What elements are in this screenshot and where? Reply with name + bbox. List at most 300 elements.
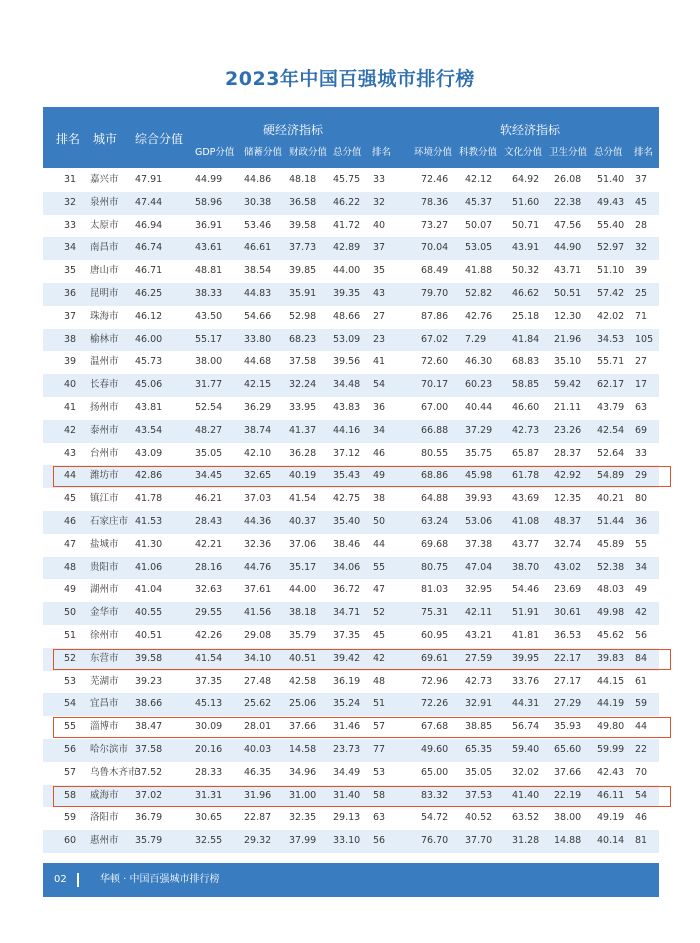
header-city: 城市 [93, 132, 118, 146]
cell-culture: 51.60 [512, 196, 540, 208]
cell-hard-total: 53.09 [333, 333, 361, 345]
cell-soft-total: 55.40 [597, 219, 625, 231]
cell-gdp: 38.33 [195, 287, 223, 299]
cell-education: 39.93 [465, 493, 493, 505]
cell-fiscal: 38.18 [289, 607, 317, 619]
header-savings: 储蓄分值 [244, 147, 283, 158]
table-row [43, 762, 659, 785]
cell-environment: 49.60 [421, 743, 449, 755]
cell-environment: 67.68 [421, 721, 449, 733]
cell-health: 23.26 [554, 424, 582, 436]
cell-rank: 37 [64, 310, 77, 322]
cell-rank: 57 [64, 766, 77, 778]
cell-rank: 49 [64, 584, 77, 596]
cell-savings: 41.56 [244, 607, 272, 619]
cell-city: 芜湖市 [90, 675, 119, 687]
cell-fiscal: 37.73 [289, 242, 317, 254]
header-fiscal: 财政分值 [289, 147, 328, 158]
footer-bar [43, 863, 659, 897]
cell-soft-total: 49.98 [597, 607, 625, 619]
cell-environment: 73.27 [421, 219, 449, 231]
cell-savings: 30.38 [244, 196, 272, 208]
cell-city: 泉州市 [90, 196, 119, 208]
cell-health: 37.66 [554, 766, 582, 778]
cell-gdp: 31.31 [195, 789, 223, 801]
cell-hard-total: 38.46 [333, 538, 361, 550]
cell-savings: 54.66 [244, 310, 272, 322]
cell-culture: 64.92 [512, 174, 540, 185]
cell-soft-rank: 61 [635, 675, 648, 687]
table-row [43, 739, 659, 762]
cell-fiscal: 36.58 [289, 196, 317, 208]
cell-hard-rank: 27 [373, 310, 386, 322]
cell-rank: 33 [64, 219, 77, 231]
cell-soft-total: 39.83 [597, 652, 625, 664]
cell-hard-rank: 49 [373, 470, 386, 482]
cell-soft-total: 44.15 [597, 675, 625, 687]
cell-soft-total: 52.38 [597, 561, 625, 573]
cell-savings: 22.87 [244, 812, 272, 824]
cell-city: 台州市 [90, 447, 119, 459]
cell-savings: 44.76 [244, 561, 272, 573]
cell-hard-rank: 34 [373, 424, 386, 436]
header-total: 综合分值 [135, 132, 184, 146]
cell-fiscal: 41.54 [289, 493, 317, 505]
cell-city: 镇江市 [90, 493, 119, 505]
cell-soft-total: 40.21 [597, 493, 625, 505]
cell-soft-total: 42.54 [597, 424, 625, 436]
cell-hard-total: 35.24 [333, 698, 361, 710]
cell-environment: 64.88 [421, 493, 449, 505]
cell-total: 47.44 [135, 196, 163, 208]
cell-soft-rank: 33 [635, 447, 648, 459]
cell-total: 41.06 [135, 561, 163, 573]
cell-environment: 69.61 [421, 652, 449, 664]
cell-fiscal: 40.51 [289, 652, 317, 664]
cell-soft-total: 51.44 [597, 515, 625, 527]
cell-hard-rank: 53 [373, 766, 386, 778]
cell-soft-rank: 105 [635, 333, 654, 345]
cell-gdp: 35.05 [195, 447, 223, 459]
cell-fiscal: 52.98 [289, 310, 317, 322]
cell-culture: 43.69 [512, 493, 540, 505]
cell-gdp: 34.45 [195, 470, 223, 482]
cell-gdp: 58.96 [195, 196, 223, 208]
cell-city: 洛阳市 [90, 812, 119, 824]
table-row [43, 625, 659, 648]
cell-total: 46.12 [135, 310, 163, 322]
cell-gdp: 48.27 [195, 424, 223, 436]
cell-health: 21.96 [554, 333, 582, 345]
cell-hard-total: 39.42 [333, 652, 361, 664]
cell-health: 38.00 [554, 812, 582, 824]
table-row [43, 579, 659, 602]
cell-environment: 78.36 [421, 196, 449, 208]
cell-rank: 35 [64, 265, 77, 277]
cell-hard-rank: 32 [373, 196, 386, 208]
cell-soft-rank: 84 [635, 652, 648, 664]
cell-soft-total: 62.17 [597, 379, 625, 391]
cell-hard-rank: 37 [373, 242, 386, 254]
cell-soft-total: 48.03 [597, 584, 625, 596]
cell-fiscal: 48.18 [289, 174, 317, 185]
cell-hard-rank: 45 [373, 629, 386, 641]
cell-total: 41.30 [135, 538, 163, 550]
cell-city: 哈尔滨市 [90, 743, 129, 755]
table-row [43, 534, 659, 557]
table-header [43, 107, 659, 168]
cell-education: 37.29 [465, 424, 493, 436]
cell-health: 44.90 [554, 242, 582, 254]
cell-gdp: 20.16 [195, 743, 223, 755]
cell-gdp: 36.91 [195, 219, 223, 231]
cell-soft-rank: 29 [635, 470, 648, 482]
table-row [43, 351, 659, 374]
cell-health: 22.17 [554, 652, 582, 664]
cell-culture: 31.28 [512, 835, 540, 847]
cell-hard-total: 41.72 [333, 219, 361, 231]
cell-fiscal: 39.58 [289, 219, 317, 231]
page-number: 02 [54, 874, 67, 885]
cell-fiscal: 42.58 [289, 675, 317, 687]
cell-environment: 68.49 [421, 265, 449, 277]
cell-soft-total: 34.53 [597, 333, 625, 345]
cell-city: 贵阳市 [90, 561, 119, 573]
cell-city: 泰州市 [90, 424, 119, 436]
cell-culture: 32.02 [512, 766, 540, 778]
cell-fiscal: 34.96 [289, 766, 317, 778]
cell-rank: 45 [64, 493, 77, 505]
cell-soft-rank: 44 [635, 721, 648, 733]
cell-total: 36.79 [135, 812, 163, 824]
cell-soft-rank: 80 [635, 493, 648, 505]
cell-total: 43.54 [135, 424, 163, 436]
cell-savings: 33.80 [244, 333, 272, 345]
cell-health: 42.92 [554, 470, 582, 482]
cell-fiscal: 37.58 [289, 356, 317, 368]
cell-gdp: 46.21 [195, 493, 223, 505]
cell-hard-total: 44.16 [333, 424, 361, 436]
cell-education: 43.21 [465, 629, 493, 641]
cell-total: 47.91 [135, 174, 163, 185]
cell-health: 12.35 [554, 493, 582, 505]
cell-gdp: 41.54 [195, 652, 223, 664]
cell-environment: 80.55 [421, 447, 449, 459]
cell-city: 威海市 [90, 789, 119, 801]
cell-gdp: 31.77 [195, 379, 223, 391]
cell-total: 41.04 [135, 584, 163, 596]
cell-savings: 36.29 [244, 401, 272, 413]
cell-rank: 34 [64, 242, 77, 254]
table-row [43, 169, 659, 192]
cell-environment: 76.70 [421, 835, 449, 847]
cell-health: 43.71 [554, 265, 582, 277]
cell-savings: 38.74 [244, 424, 272, 436]
cell-culture: 56.74 [512, 721, 540, 733]
cell-soft-total: 44.19 [597, 698, 625, 710]
cell-education: 42.76 [465, 310, 493, 322]
cell-fiscal: 35.17 [289, 561, 317, 573]
cell-health: 14.88 [554, 835, 582, 847]
cell-hard-rank: 23 [373, 333, 386, 345]
cell-soft-rank: 70 [635, 766, 648, 778]
cell-soft-rank: 45 [635, 196, 648, 208]
footer-divider [77, 873, 79, 887]
cell-hard-rank: 48 [373, 675, 386, 687]
cell-city: 唐山市 [90, 265, 119, 277]
cell-gdp: 44.99 [195, 174, 223, 185]
cell-rank: 39 [64, 356, 77, 368]
cell-hard-total: 31.40 [333, 789, 361, 801]
cell-total: 41.78 [135, 493, 163, 505]
table-row [43, 443, 659, 466]
cell-education: 60.23 [465, 379, 493, 391]
table-row [43, 374, 659, 397]
cell-education: 45.98 [465, 470, 493, 482]
cell-soft-total: 57.42 [597, 287, 625, 299]
table-row [43, 397, 659, 420]
cell-culture: 61.78 [512, 470, 540, 482]
cell-total: 38.47 [135, 721, 163, 733]
cell-culture: 54.46 [512, 584, 540, 596]
cell-soft-rank: 55 [635, 538, 648, 550]
cell-savings: 42.15 [244, 379, 272, 391]
cell-rank: 52 [64, 652, 77, 664]
cell-total: 46.74 [135, 242, 163, 254]
cell-education: 42.12 [465, 174, 493, 185]
cell-gdp: 43.50 [195, 310, 223, 322]
cell-hard-rank: 50 [373, 515, 386, 527]
cell-gdp: 29.55 [195, 607, 223, 619]
cell-city: 惠州市 [90, 835, 119, 847]
cell-gdp: 55.17 [195, 333, 223, 345]
cell-hard-total: 42.89 [333, 242, 361, 254]
cell-environment: 72.26 [421, 698, 449, 710]
cell-savings: 46.35 [244, 766, 272, 778]
cell-education: 32.91 [465, 698, 493, 710]
cell-total: 37.52 [135, 766, 163, 778]
table-row [43, 488, 659, 511]
cell-rank: 60 [64, 835, 77, 847]
cell-health: 35.93 [554, 721, 582, 733]
table-row [43, 260, 659, 283]
table-row [43, 807, 659, 830]
cell-education: 46.30 [465, 356, 493, 368]
cell-hard-total: 44.00 [333, 265, 361, 277]
cell-city: 嘉兴市 [90, 174, 119, 185]
cell-savings: 53.46 [244, 219, 272, 231]
cell-soft-rank: 56 [635, 629, 648, 641]
cell-city: 淄博市 [90, 721, 119, 733]
cell-soft-rank: 42 [635, 607, 648, 619]
header-health: 卫生分值 [549, 147, 588, 158]
cell-environment: 75.31 [421, 607, 449, 619]
cell-fiscal: 41.37 [289, 424, 317, 436]
cell-fiscal: 33.95 [289, 401, 317, 413]
cell-soft-rank: 36 [635, 515, 648, 527]
cell-fiscal: 25.06 [289, 698, 317, 710]
cell-savings: 27.48 [244, 675, 272, 687]
cell-rank: 43 [64, 447, 77, 459]
header-hard-group: 硬经济指标 [263, 123, 324, 137]
cell-education: 32.95 [465, 584, 493, 596]
cell-city: 石家庄市 [90, 515, 129, 527]
cell-education: 50.07 [465, 219, 493, 231]
cell-city: 乌鲁木齐市 [90, 766, 138, 778]
cell-hard-rank: 57 [373, 721, 386, 733]
cell-savings: 46.61 [244, 242, 272, 254]
cell-environment: 70.17 [421, 379, 449, 391]
cell-gdp: 48.81 [195, 265, 223, 277]
cell-hard-total: 46.22 [333, 196, 361, 208]
cell-hard-rank: 35 [373, 265, 386, 277]
cell-environment: 72.60 [421, 356, 449, 368]
cell-savings: 32.65 [244, 470, 272, 482]
cell-soft-total: 51.40 [597, 174, 625, 185]
cell-savings: 44.68 [244, 356, 272, 368]
cell-fiscal: 35.79 [289, 629, 317, 641]
cell-environment: 68.86 [421, 470, 449, 482]
cell-hard-total: 33.10 [333, 835, 361, 847]
cell-city: 榆林市 [90, 333, 119, 345]
cell-fiscal: 35.91 [289, 287, 317, 299]
cell-total: 46.94 [135, 219, 163, 231]
cell-city: 金华市 [90, 607, 119, 619]
cell-city: 宜昌市 [90, 698, 119, 710]
cell-city: 盐城市 [90, 538, 119, 550]
table-row [43, 192, 659, 215]
cell-savings: 42.10 [244, 447, 272, 459]
cell-soft-total: 43.79 [597, 401, 625, 413]
cell-hard-total: 43.83 [333, 401, 361, 413]
cell-hard-rank: 58 [373, 789, 386, 801]
cell-city: 昆明市 [90, 287, 119, 299]
cell-education: 7.29 [465, 333, 487, 345]
cell-hard-total: 34.48 [333, 379, 361, 391]
cell-hard-total: 29.13 [333, 812, 361, 824]
cell-health: 23.69 [554, 584, 582, 596]
header-environment: 环境分值 [414, 147, 453, 158]
cell-environment: 69.68 [421, 538, 449, 550]
cell-culture: 33.76 [512, 675, 540, 687]
cell-city: 南昌市 [90, 242, 119, 254]
cell-environment: 80.75 [421, 561, 449, 573]
cell-hard-total: 34.71 [333, 607, 361, 619]
cell-culture: 25.18 [512, 310, 540, 322]
cell-rank: 51 [64, 629, 77, 641]
cell-rank: 40 [64, 379, 77, 391]
cell-savings: 29.32 [244, 835, 272, 847]
cell-soft-rank: 37 [635, 174, 648, 185]
cell-culture: 46.60 [512, 401, 540, 413]
cell-culture: 43.91 [512, 242, 540, 254]
cell-savings: 44.83 [244, 287, 272, 299]
cell-soft-total: 52.97 [597, 242, 625, 254]
cell-hard-rank: 40 [373, 219, 386, 231]
cell-education: 52.82 [465, 287, 493, 299]
cell-fiscal: 40.19 [289, 470, 317, 482]
table-row [43, 511, 659, 534]
cell-hard-total: 35.40 [333, 515, 361, 527]
cell-city: 太原市 [90, 219, 119, 231]
cell-environment: 72.46 [421, 174, 449, 185]
cell-soft-total: 42.02 [597, 310, 625, 322]
cell-culture: 39.95 [512, 652, 540, 664]
cell-health: 65.60 [554, 743, 582, 755]
cell-hard-total: 31.46 [333, 721, 361, 733]
cell-savings: 44.36 [244, 515, 272, 527]
cell-soft-total: 51.10 [597, 265, 625, 277]
cell-fiscal: 39.85 [289, 265, 317, 277]
cell-savings: 28.01 [244, 721, 272, 733]
table-row [43, 648, 659, 671]
cell-health: 48.37 [554, 515, 582, 527]
cell-health: 22.19 [554, 789, 582, 801]
cell-total: 35.79 [135, 835, 163, 847]
cell-fiscal: 37.99 [289, 835, 317, 847]
cell-savings: 40.03 [244, 743, 272, 755]
cell-environment: 66.88 [421, 424, 449, 436]
cell-culture: 46.62 [512, 287, 540, 299]
cell-culture: 43.77 [512, 538, 540, 550]
cell-savings: 37.03 [244, 493, 272, 505]
cell-culture: 41.84 [512, 333, 540, 345]
cell-health: 27.29 [554, 698, 582, 710]
cell-soft-rank: 34 [635, 561, 648, 573]
cell-education: 47.04 [465, 561, 493, 573]
cell-culture: 51.91 [512, 607, 540, 619]
cell-gdp: 42.26 [195, 629, 223, 641]
cell-savings: 44.86 [244, 174, 272, 185]
cell-culture: 44.31 [512, 698, 540, 710]
cell-total: 46.25 [135, 287, 163, 299]
cell-soft-total: 46.11 [597, 789, 625, 801]
cell-soft-total: 55.71 [597, 356, 625, 368]
cell-education: 38.85 [465, 721, 493, 733]
cell-hard-total: 34.06 [333, 561, 361, 573]
cell-culture: 41.40 [512, 789, 540, 801]
cell-soft-rank: 25 [635, 287, 648, 299]
cell-hard-rank: 36 [373, 401, 386, 413]
cell-gdp: 42.21 [195, 538, 223, 550]
cell-environment: 83.32 [421, 789, 449, 801]
cell-fiscal: 37.06 [289, 538, 317, 550]
cell-soft-rank: 46 [635, 812, 648, 824]
cell-soft-total: 49.80 [597, 721, 625, 733]
table-row [43, 716, 659, 739]
cell-fiscal: 31.00 [289, 789, 317, 801]
cell-city: 温州市 [90, 356, 119, 368]
cell-hard-total: 39.56 [333, 356, 361, 368]
cell-rank: 55 [64, 721, 77, 733]
cell-soft-rank: 59 [635, 698, 648, 710]
cell-education: 35.05 [465, 766, 493, 778]
cell-culture: 41.81 [512, 629, 540, 641]
cell-health: 12.30 [554, 310, 582, 322]
cell-total: 39.58 [135, 652, 163, 664]
cell-total: 39.23 [135, 675, 163, 687]
cell-gdp: 43.61 [195, 242, 223, 254]
cell-soft-rank: 69 [635, 424, 648, 436]
cell-fiscal: 36.28 [289, 447, 317, 459]
cell-environment: 65.00 [421, 766, 449, 778]
cell-soft-rank: 63 [635, 401, 648, 413]
table-row [43, 830, 659, 853]
cell-gdp: 32.63 [195, 584, 223, 596]
cell-health: 59.42 [554, 379, 582, 391]
table-row [43, 602, 659, 625]
table-row [43, 237, 659, 260]
